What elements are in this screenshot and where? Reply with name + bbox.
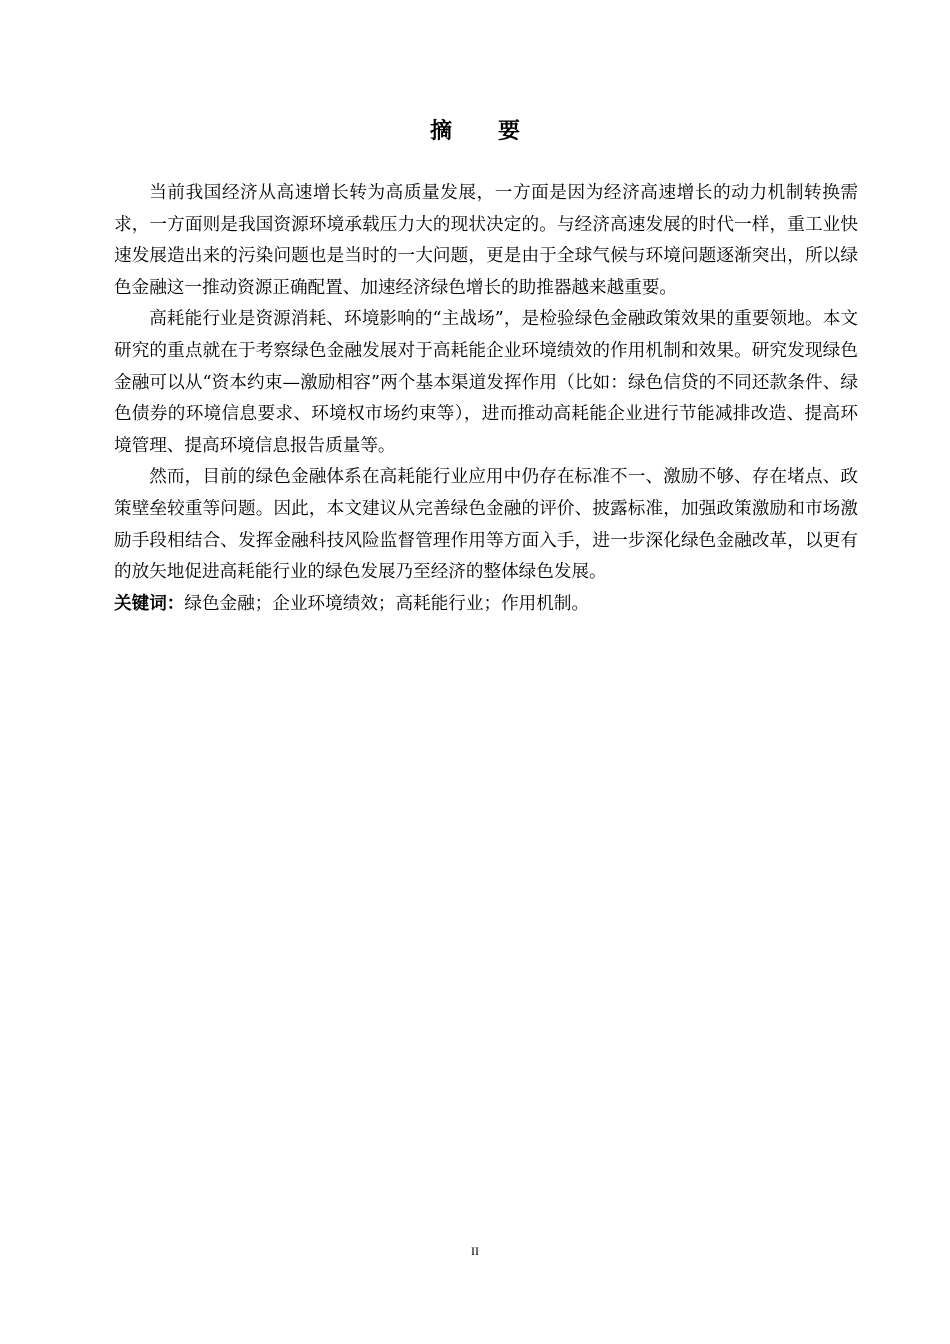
- keywords-text: 绿色金融；企业环境绩效；高耗能行业；作用机制。: [184, 593, 590, 614]
- page-number: II: [471, 1244, 479, 1258]
- page-title: [0, 114, 950, 145]
- title-char-2: 要: [498, 119, 521, 144]
- paragraph-1: 当前我国经济从高速增长转为高质量发展，一方面是因为经济高速增长的动力机制转换需求，一方面则是我国资源环境承载压力大的现状决定的。与经济高速发展的时代一样，重工业快速发展造出来的污染问题也是当时的一大问题，更是由于全球气候与环境问题逐渐突出，所以绿色金融这一推动资源正确配置、加速经济绿色增长的助推器越来越重要。: [114, 183, 858, 298]
- keywords-label: 关键词：: [114, 593, 185, 614]
- abstract-body: [114, 178, 858, 620]
- paragraph-2: 高耗能行业是资源消耗、环境影响的“主战场”，是检验绿色金融政策效果的重要领地。本文研究的重点就在于考察绿色金融发展对于高耗能企业环境绩效的作用机制和效果。研究发现绿色金融可以从“资本约束—激励相容”两个基本渠道发挥作用（比如：绿色信贷的不同还款条件、绿色债券的环境信息要求、环境权市场约束等），进而推动高耗能企业进行节能减排改造、提高环境管理、提高环境信息报告质量等。: [114, 309, 858, 456]
- paragraph-3: 然而，目前的绿色金融体系在高耗能行业应用中仍存在标准不一、激励不够、存在堵点、政策壁垒较重等问题。因此，本文建议从完善绿色金融的评价、披露标准，加强政策激励和市场激励手段相结合、发挥金融科技风险监督管理作用等方面入手，进一步深化绿色金融改革，以更有的放矢地促进高耗能行业的绿色发展乃至经济的整体绿色发展。: [114, 467, 858, 583]
- keywords-line: [114, 589, 858, 621]
- title-char-1: 摘: [429, 119, 452, 144]
